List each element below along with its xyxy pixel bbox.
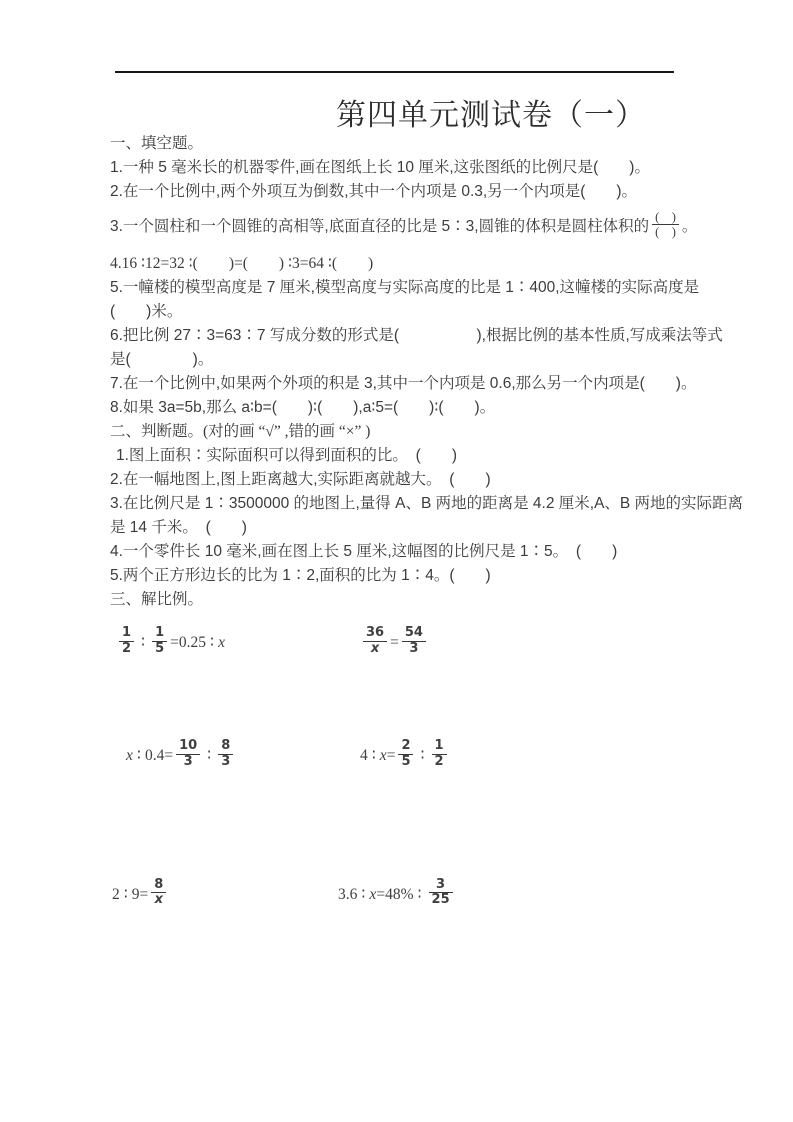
fraction-numerator: 3 [429,878,453,894]
fill-question-5-line2: ( )米。 [110,302,183,320]
fraction-denominator: 3 [221,753,231,769]
judge-question-3-line1: 3.在比例尺是 1∶3500000 的地图上,量得 A、B 两地的距离是 4.2 厘米,A、B 两地的实际距离 [110,494,744,512]
fill-question-3 [110,212,700,242]
fraction-numerator: 8 [218,739,233,755]
judge-question-5: 5.两个正方形边长的比为 1∶2,面积的比为 1∶4。( ) [110,566,491,584]
fraction-denominator: 5 [155,640,165,656]
equation-term: 0.4 [144,746,165,764]
ratio-operator: ∶ [371,746,376,764]
variable-x: x [218,633,225,651]
fraction [152,626,167,657]
fraction [398,739,413,770]
solve-row-2 [110,737,700,772]
fraction [402,626,426,657]
solve-problem-3 [110,737,360,772]
fill-question-7: 7.在一个比例中,如果两个外项的积是 3,其中一个内项是 0.6,那么另一个内项是( )。 [110,374,697,392]
equation-term: 2 [112,885,120,903]
fill-question-6-line1: 6.把比例 27∶3=63∶7 写成分数的形式是( ),根据比例的基本性质,写成乘法等式 [110,326,723,344]
fraction-numerator: ( ) [652,210,679,225]
fraction-denominator: 2 [122,640,132,656]
fraction-numerator: 1 [119,626,134,642]
fraction-numerator: 1 [152,626,167,642]
fraction-numerator: 54 [402,626,426,642]
fill-question-1: 1.一种 5 毫米长的机器零件,画在图纸上长 10 厘米,这张图纸的比例尺是( )。 [110,159,650,176]
fraction [176,739,200,770]
fill-question-6-line2: 是( )。 [110,350,214,368]
solve-row-1 [110,624,700,659]
ratio-operator: ∶ [141,633,146,651]
fraction-denominator-variable: x [370,640,380,656]
fill-question-5-line1: 5.一幢楼的模型高度是 7 厘米,模型高度与实际高度的比是 1∶400,这幢楼的实际高度是 [110,278,700,296]
ratio-operator: ∶ [210,633,215,651]
fill-question-8: 8.如果 3a=5b,那么 a∶b=( )∶( ),a∶5=( )∶( )。 [110,398,496,416]
fill-question-4: 4.16 ∶12=32 ∶( )=( ) ∶3=64 ∶( ) [110,254,374,272]
fraction-denominator: ( ) [655,225,676,240]
judge-question-4: 4.一个零件长 10 毫米,画在图上长 5 厘米,这幅图的比例尺是 1∶5。 ( ) [110,542,618,560]
variable-x: x [126,746,133,764]
solve-problem-4 [360,737,450,772]
fraction [432,739,447,770]
solve-problem-5 [110,876,338,911]
fraction-denominator: 3 [183,753,193,769]
solve-problem-2 [360,624,429,659]
blank-fraction [652,210,679,240]
ratio-operator: ∶ [207,746,212,764]
variable-x: x [379,746,387,764]
fraction-denominator: 25 [431,892,450,908]
fraction [218,739,233,770]
equation-term: 9 [131,885,140,903]
equals-sign: = [386,746,396,764]
solve-row-3 [110,876,700,911]
section1-heading: 一、填空题。 [110,135,204,152]
equation-term: 3.6 [338,885,358,903]
fraction-numerator: 10 [176,739,200,755]
solve-problem-6 [338,876,456,911]
page-title: 第四单元测试卷（一） [336,99,646,132]
fraction-numerator: 1 [432,739,447,755]
paper-body [110,132,744,910]
fill-question-2: 2.在一个比例中,两个外项互为倒数,其中一个内项是 0.3,另一个内项是( )。 [110,183,638,200]
ratio-operator: ∶ [361,885,366,903]
judge-question-3-line2: 是 14 千米。 ( ) [110,518,247,536]
fraction-numerator: 36 [363,626,387,642]
equation-term: 4 [360,746,368,764]
judge-question-1: 1.图上面积∶实际面积可以得到面积的比。 ( ) [116,446,458,464]
judge-question-2: 2.在一幅地图上,图上距离越大,实际距离就越大。 ( ) [110,470,491,488]
section3-heading: 三、解比例。 [110,590,204,608]
ratio-operator: ∶ [417,885,422,903]
fraction-denominator: 5 [401,753,411,769]
ratio-operator: ∶ [123,885,128,903]
section2-heading: 二、判断题。(对的画 “√” ,错的画 “×” ) [110,422,371,440]
equation-term: 48% [385,885,414,903]
ratio-operator: ∶ [136,746,141,764]
fraction-numerator: 2 [398,739,413,755]
equals-sign: = [376,885,386,903]
equals-sign: = [164,746,174,764]
fraction [151,878,166,909]
equals-sign: = [390,633,399,651]
ratio-operator: ∶ [420,746,425,764]
fraction-denominator: 2 [434,753,444,769]
fraction-denominator: 3 [409,640,419,656]
fraction-numerator: 8 [151,878,166,894]
fraction [429,878,453,909]
header-rule [115,71,674,73]
equation-term: =0.25 [170,633,207,651]
variable-x: x [369,885,377,903]
fraction [119,626,134,657]
fraction [363,626,387,657]
fraction-denominator-variable: x [154,892,164,908]
solve-problem-1 [110,624,360,659]
equals-sign: = [139,885,149,903]
question-text: 。 [681,217,698,235]
question-text: 3.一个圆柱和一个圆锥的高相等,底面直径的比是 5∶3,圆锥的体积是圆柱体积的 [110,217,650,235]
